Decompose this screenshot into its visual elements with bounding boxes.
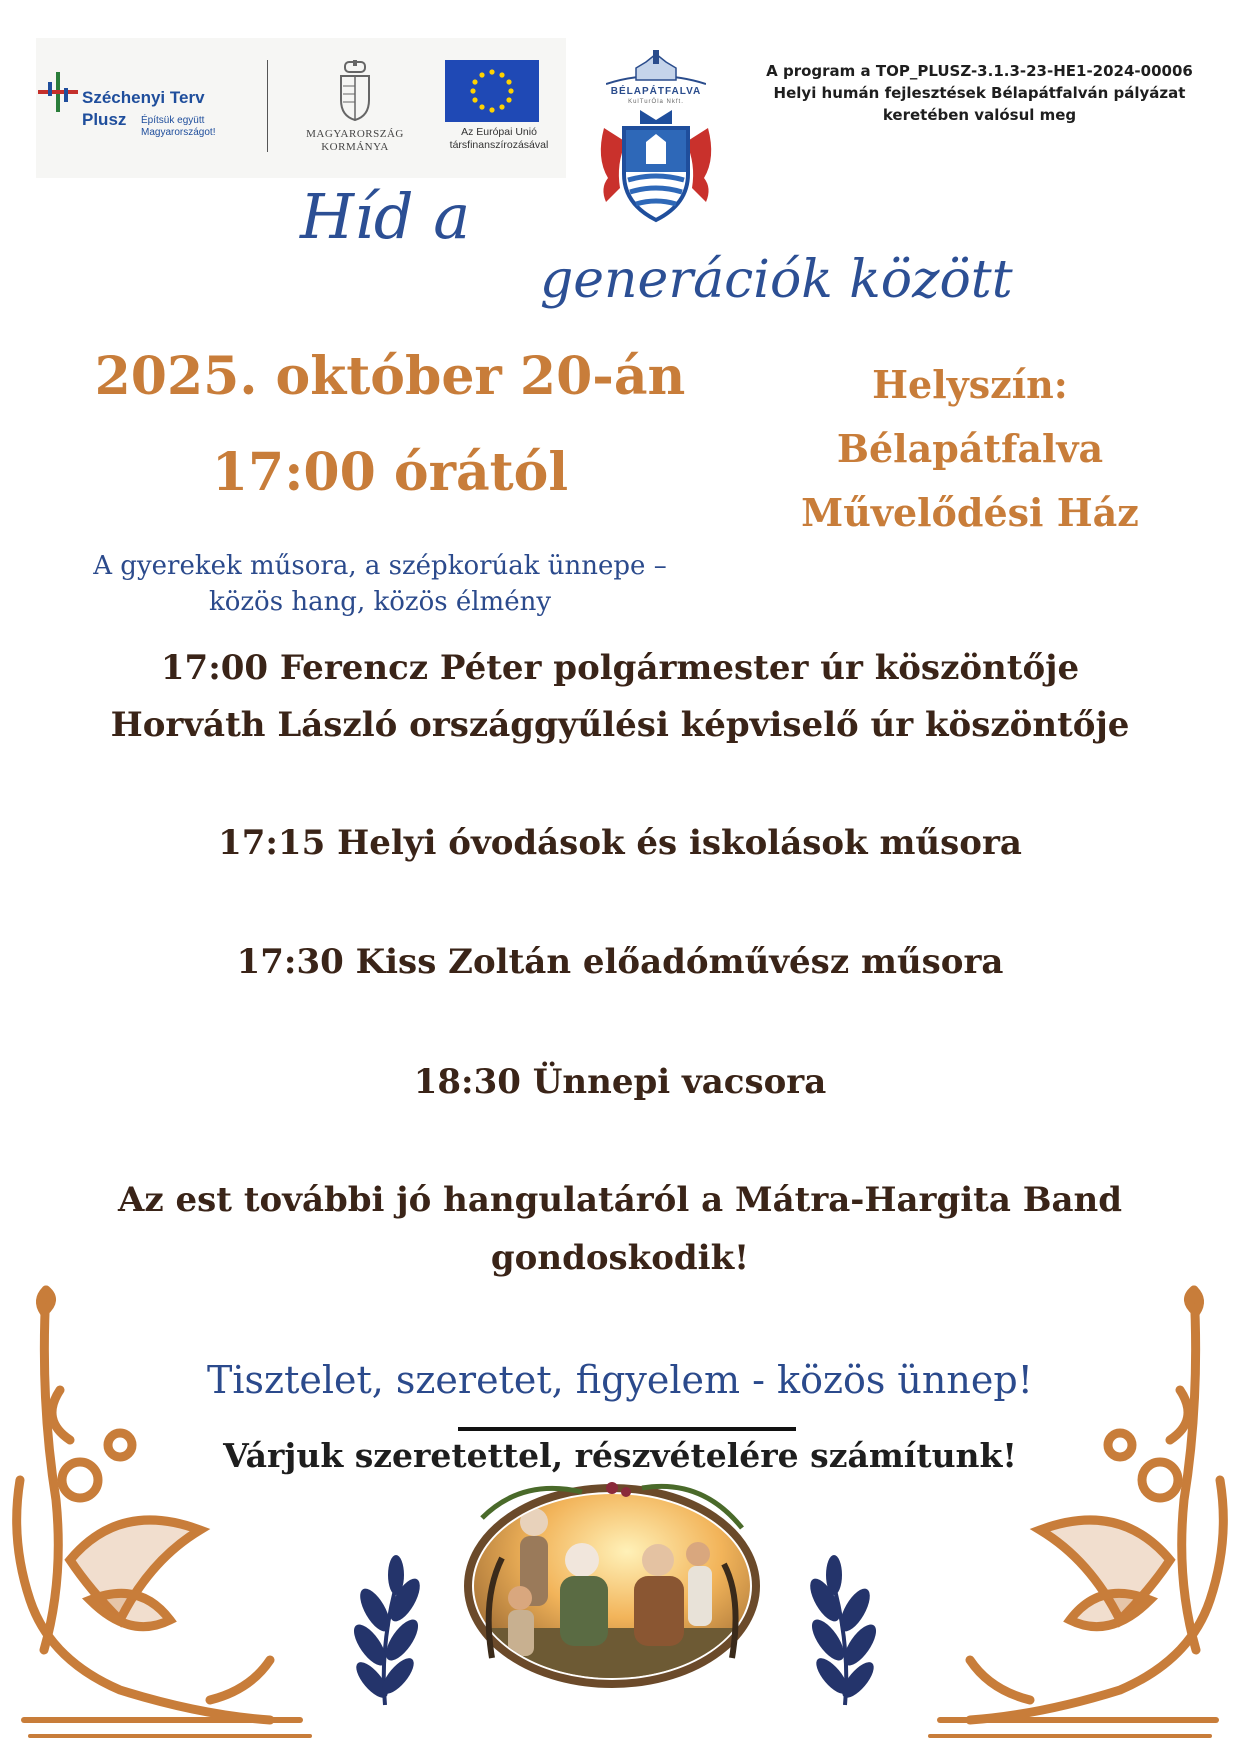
closing-line: Várjuk szeretettel, részvételére számítunk! xyxy=(223,1436,1017,1475)
title-line2: generációk között xyxy=(540,250,1013,310)
government-line2: KORMÁNYA xyxy=(321,141,389,153)
szechenyi-cross-icon xyxy=(36,70,80,114)
motto: Tisztelet, szeretet, figyelem - közös ünnep! xyxy=(207,1358,1033,1402)
szechenyi-title: Széchenyi Terv xyxy=(82,88,205,107)
logo-divider xyxy=(267,60,268,152)
program-item-band-line1: Az est további jó hangulatáról a Mátra-Hargita Band xyxy=(118,1180,1122,1220)
program-item-band-line2: gondoskodik! xyxy=(490,1238,750,1278)
village-subtitle: KulTurÓla Nkft. xyxy=(628,99,684,105)
coat-of-arms-icon xyxy=(337,60,373,122)
eu-line2: társfinanszírozásával xyxy=(449,139,549,151)
right-ornament-icon xyxy=(930,1290,1223,1736)
szechenyi-logo xyxy=(36,62,276,152)
right-wheat-icon xyxy=(804,1555,882,1705)
program-item-welcome-mayor: 17:00 Ferencz Péter polgármester úr köszöntője xyxy=(160,648,1080,688)
szechenyi-plus: Plusz xyxy=(82,110,127,129)
program-note: A program a TOP_PLUSZ-3.1.3-23-HE1-2024-00006 Helyi humán fejlesztések Bélapátfalván pályázat keretében valósul meg xyxy=(766,62,1193,124)
subtitle-line1: A gyerekek műsora, a szépkorúak ünnepe – xyxy=(93,551,667,581)
eu-line1: Az Európai Unió xyxy=(461,126,537,138)
eu-logo xyxy=(445,60,565,160)
venue-hall: Művelődési Ház xyxy=(801,490,1139,535)
eu-flag-icon xyxy=(445,60,539,122)
subtitle-line2: közös hang, közös élmény xyxy=(208,587,552,617)
left-wheat-icon xyxy=(348,1555,426,1705)
event-subtitle xyxy=(60,548,700,620)
venue-name: Bélapátfalva xyxy=(836,426,1104,471)
divider-rule xyxy=(458,1427,796,1431)
family-photo-image xyxy=(462,1478,762,1688)
szechenyi-tagline: Építsük együtt Magyarországot! xyxy=(141,115,216,138)
title-line1: Híd a xyxy=(300,180,471,253)
program-item-dinner: 18:30 Ünnepi vacsora xyxy=(413,1062,827,1102)
village-logo xyxy=(592,50,720,230)
event-time: 17:00 órától xyxy=(211,442,569,503)
program-item-performer: 17:30 Kiss Zoltán előadóművész műsora xyxy=(236,942,1004,982)
government-logo xyxy=(295,60,415,160)
venue-label: Helyszín: xyxy=(872,362,1068,407)
village-crest-icon xyxy=(596,108,716,228)
village-name: BÉLAPÁTFALVA xyxy=(610,86,702,97)
program-item-welcome-mp: Horváth László országgyűlési képviselő úr köszöntője xyxy=(110,705,1130,745)
program-item-children-show: 17:15 Helyi óvodások és iskolások műsora xyxy=(218,823,1022,863)
event-date: 2025. október 20-án xyxy=(94,346,686,407)
eu-stars-icon xyxy=(445,60,539,122)
government-line1: MAGYARORSZÁG xyxy=(306,128,404,140)
left-ornament-icon xyxy=(17,1290,310,1736)
church-silhouette-icon xyxy=(606,50,706,86)
